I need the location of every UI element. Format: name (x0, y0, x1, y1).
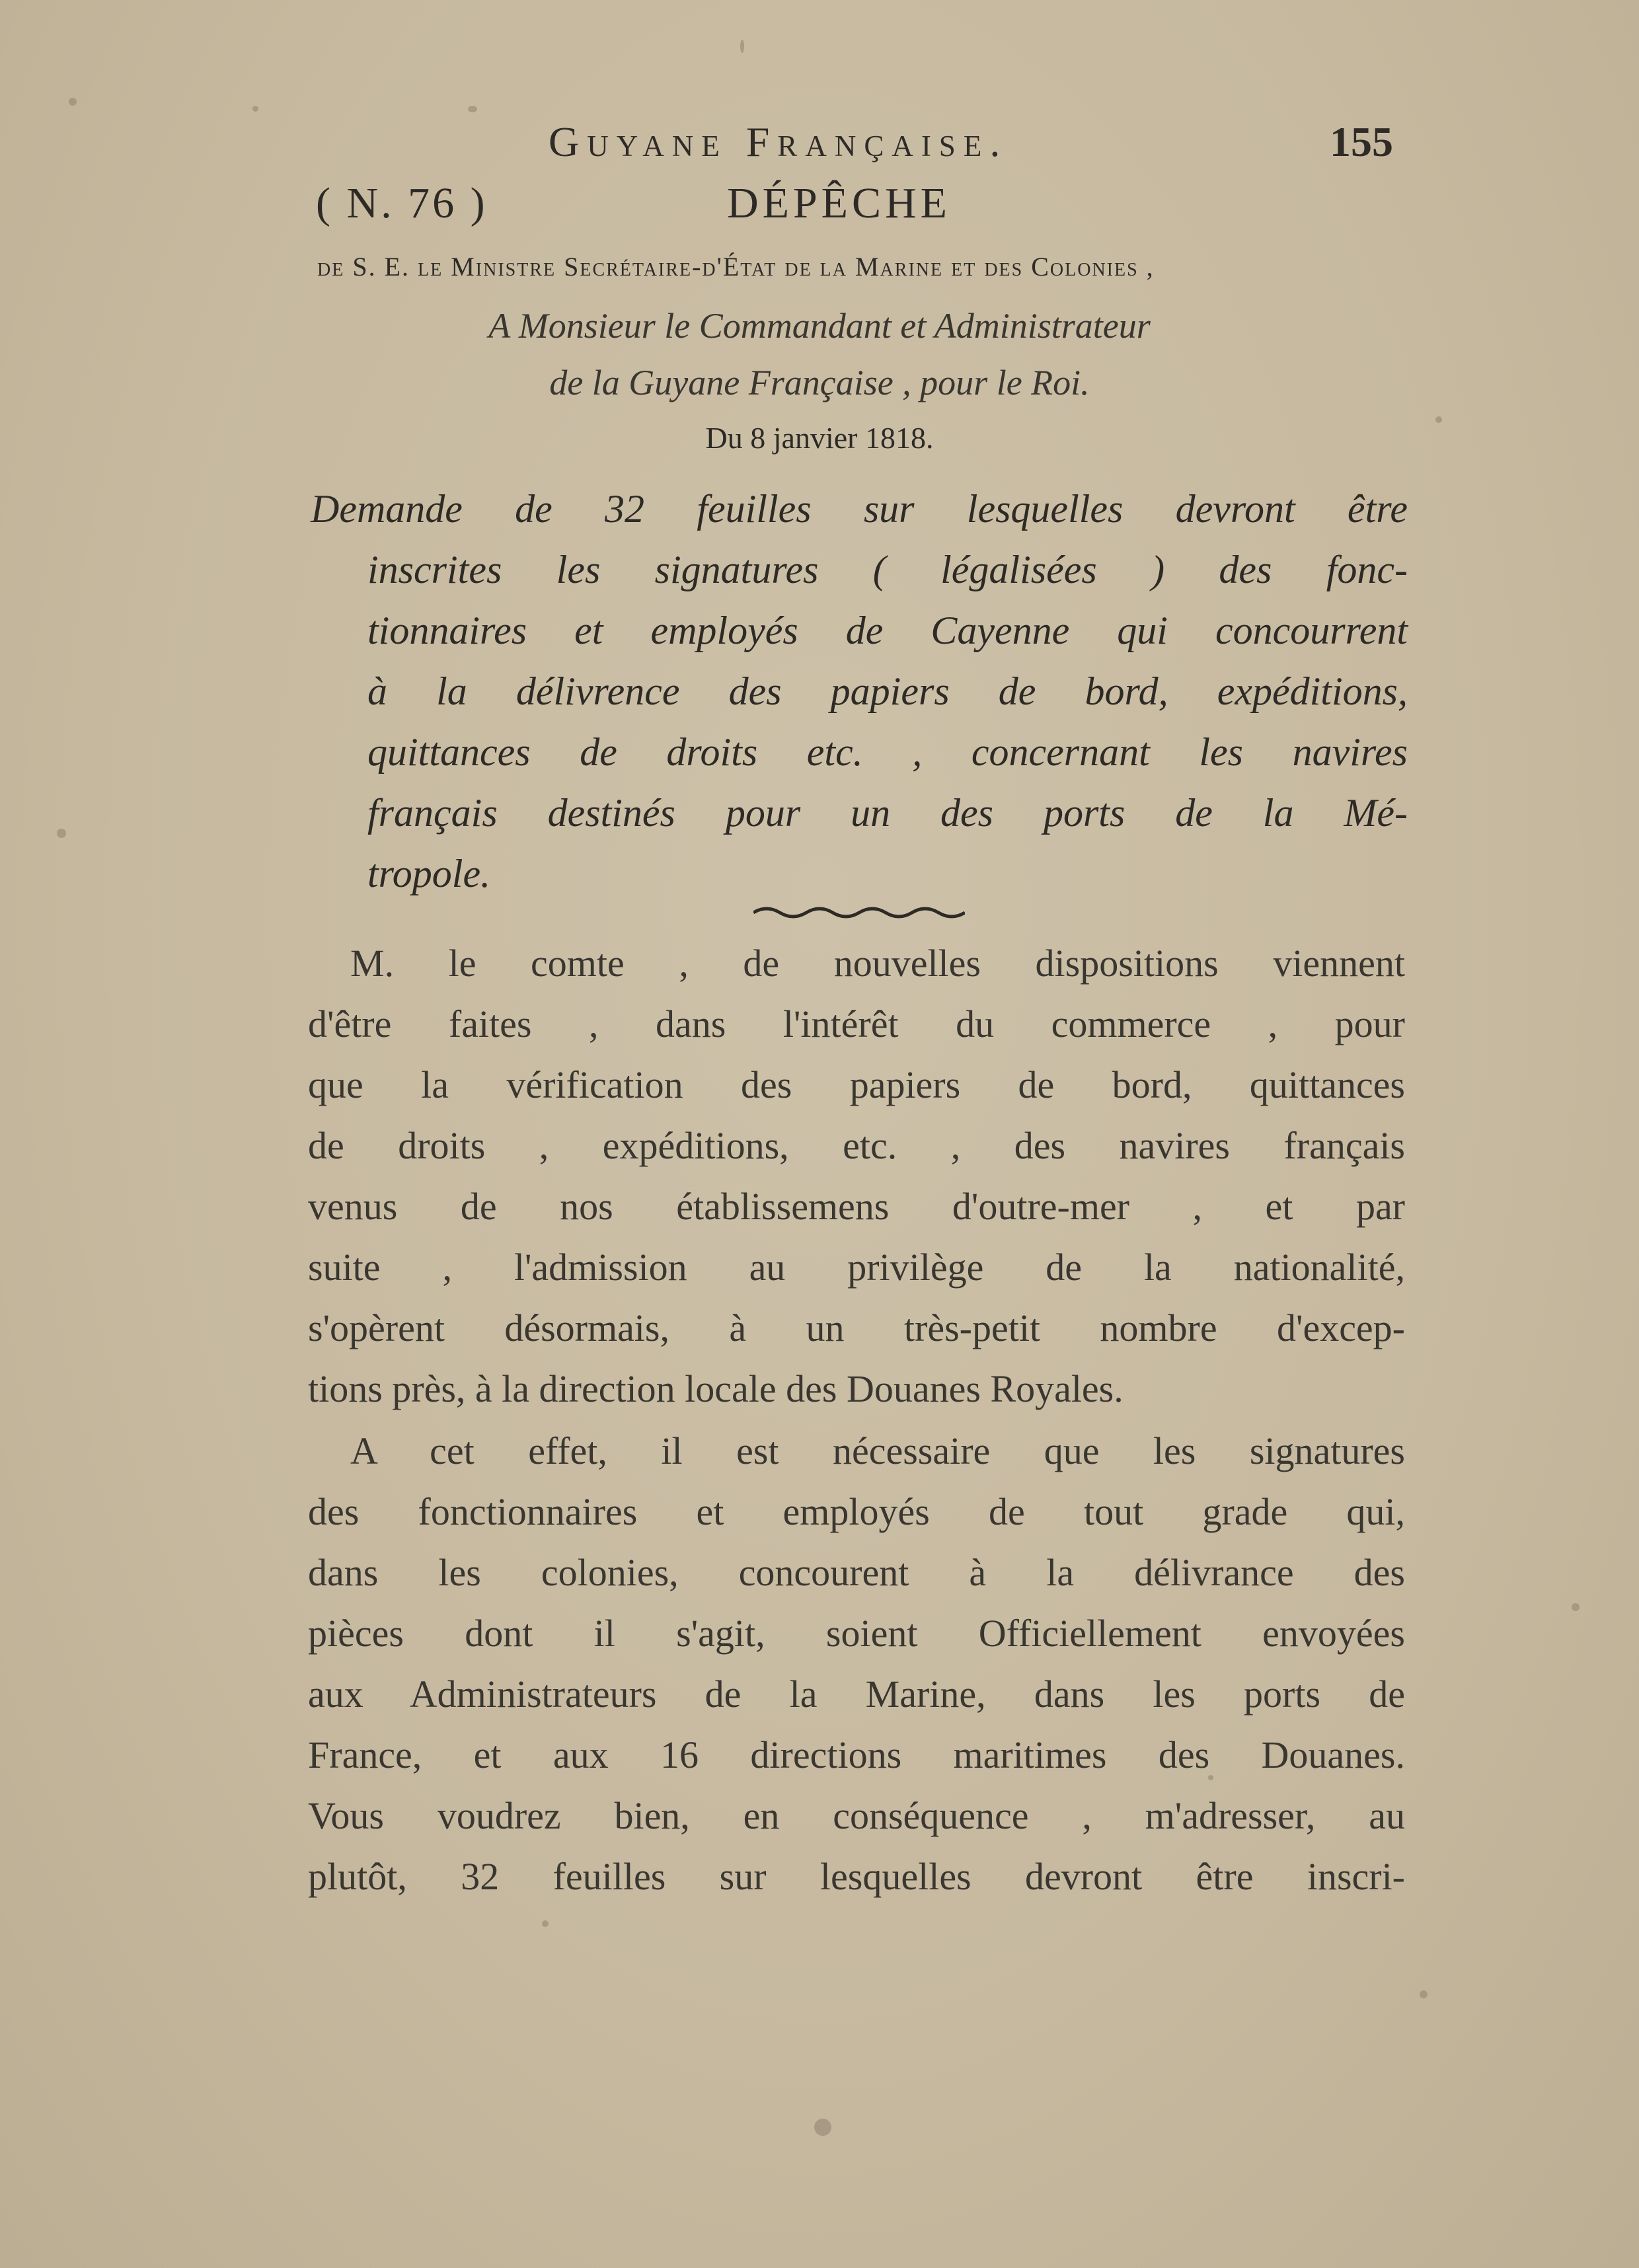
body-line: aux Administrateurs de la Marine, dans les ports de (308, 1673, 1405, 1716)
body-line: s'opèrent désormais, à un très-petit nombre d'excep- (308, 1306, 1405, 1349)
summary-line: inscrites les signatures ( légalisées ) des fonc- (367, 548, 1408, 591)
summary-line: français destinés pour un des ports de la Mé- (367, 791, 1408, 835)
document-type: DÉPÊCHE (727, 179, 951, 227)
body-line: des fonctionnaires et employés de tout grade qui, (308, 1490, 1405, 1533)
paper-speck (1420, 1990, 1428, 1998)
paper-speck (814, 2119, 831, 2136)
body-line: tions près, à la direction locale des Douanes Royales. (308, 1367, 1124, 1410)
paper-speck (468, 106, 477, 112)
body-line: de droits , expéditions, etc. , des navires français (308, 1124, 1405, 1167)
document-number: ( N. 76 ) (316, 179, 488, 227)
summary (311, 478, 1408, 904)
body-paragraph (308, 1421, 1405, 1907)
running-title: Guyane Française. (549, 118, 1009, 165)
summary-line: tropole. (367, 852, 491, 895)
running-head (0, 118, 1639, 177)
paper-speck (252, 106, 258, 112)
summary-line: Demande de 32 feuilles sur lesquelles devront être (311, 487, 1408, 531)
body-line: dans les colonies, concourent à la délivrance des (308, 1551, 1405, 1594)
body-line: A cet effet, il est nécessaire que les signatures (350, 1429, 1405, 1472)
sender-line: de S. E. le Ministre Secrétaire-d'État de la Marine et des Colonies , (317, 252, 1155, 282)
recipient-line: A Monsieur le Commandant et Administrateur (488, 306, 1151, 346)
paper-speck (542, 1920, 549, 1927)
body-line: plutôt, 32 feuilles sur lesquelles devront être inscri- (308, 1855, 1405, 1898)
summary-line: à la délivrence des papiers de bord, expéditions, (367, 669, 1408, 713)
body-line: venus de nos établissemens d'outre-mer , et par (308, 1185, 1405, 1228)
body-line: que la vérification des papiers de bord, quittances (308, 1063, 1405, 1106)
body-line: M. le comte , de nouvelles dispositions viennent (350, 942, 1405, 985)
paper-speck (740, 40, 744, 53)
dispatch-date: Du 8 janvier 1818. (705, 421, 934, 455)
page-number: 155 (1330, 118, 1393, 165)
ornamental-divider-icon (753, 903, 965, 923)
paper-speck (57, 829, 66, 838)
body-paragraph (308, 933, 1405, 1419)
recipient-line: de la Guyane Française , pour le Roi. (549, 363, 1090, 402)
summary-line: tionnaires et employés de Cayenne qui concourrent (367, 609, 1408, 652)
paper-speck (1572, 1603, 1580, 1611)
body-line: d'être faites , dans l'intérêt du commerce , pour (308, 1002, 1405, 1045)
body-line: France, et aux 16 directions maritimes des Douanes. (308, 1733, 1405, 1776)
paper-speck (69, 98, 77, 106)
body-line: pièces dont il s'agit, soient Officiellement envoyées (308, 1612, 1405, 1655)
body-line: Vous voudrez bien, en conséquence , m'adresser, au (308, 1794, 1405, 1837)
body-line: suite , l'admission au privilège de la nationalité, (308, 1246, 1405, 1289)
summary-line: quittances de droits etc. , concernant les navires (367, 730, 1408, 774)
